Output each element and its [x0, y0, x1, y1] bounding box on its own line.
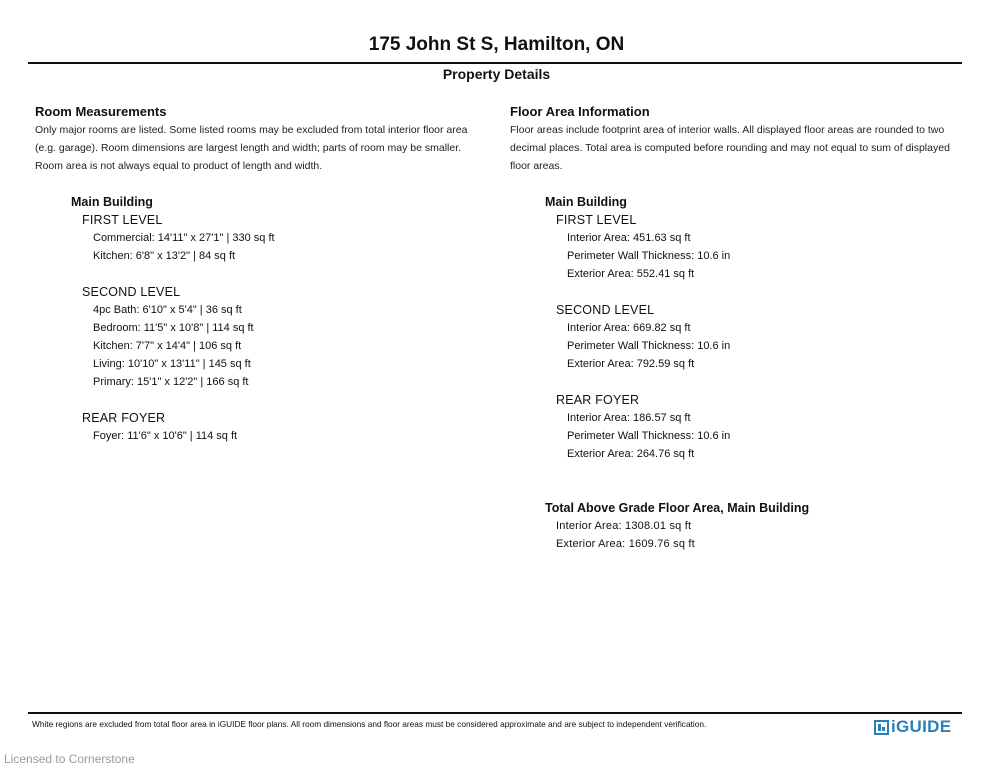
area-item: Perimeter Wall Thickness: 10.6 in — [567, 430, 731, 442]
total-title: Total Above Grade Floor Area, Main Building — [545, 501, 810, 515]
floor-area-section — [510, 103, 970, 175]
room-item: Commercial: 14'11" x 27'1" | 330 sq ft — [93, 232, 275, 244]
level-rear-foyer — [82, 409, 275, 445]
area-item: Perimeter Wall Thickness: 10.6 in — [567, 340, 731, 352]
floor-area-heading: Floor Area Information — [510, 104, 650, 119]
area-item: Perimeter Wall Thickness: 10.6 in — [567, 250, 731, 262]
room-item: Bedroom: 11'5" x 10'8" | 114 sq ft — [93, 322, 254, 334]
total-interior-area: Interior Area: 1308.01 sq ft — [556, 520, 692, 532]
area-item: Exterior Area: 792.59 sq ft — [567, 358, 695, 370]
license-watermark: Licensed to Cornerstone — [4, 752, 135, 766]
iguide-logo-text: iGUIDE — [891, 717, 952, 736]
floor-area-description: Floor areas include footprint area of interior walls. All displayed floor areas are rounded to two decimal places. Total area is computed before rounding and may not equal to sum of displayed floor areas. — [510, 124, 950, 172]
level-name: FIRST LEVEL — [556, 213, 637, 227]
footer-disclaimer: White regions are excluded from total floor area in iGUIDE floor plans. All room dimensions and floor areas must be considered approximate and are subject to independent verification. — [32, 719, 707, 729]
total-items — [556, 517, 809, 553]
room-item: Kitchen: 7'7" x 14'4" | 106 sq ft — [93, 340, 242, 352]
room-item: Living: 10'10" x 13'11" | 145 sq ft — [93, 358, 251, 370]
iguide-logo — [874, 716, 951, 738]
level-name: REAR FOYER — [82, 411, 166, 425]
level-rear-foyer — [556, 391, 730, 463]
area-item: Interior Area: 186.57 sq ft — [567, 412, 691, 424]
room-item: Foyer: 11'6" x 10'6" | 114 sq ft — [93, 430, 238, 442]
floor-area-building — [545, 193, 730, 463]
level-first — [82, 211, 275, 265]
area-item: Interior Area: 451.63 sq ft — [567, 232, 691, 244]
level-name: SECOND LEVEL — [556, 303, 655, 317]
building-title: Main Building — [71, 195, 153, 209]
total-exterior-area: Exterior Area: 1609.76 sq ft — [556, 538, 695, 550]
room-item: 4pc Bath: 6'10" x 5'4" | 36 sq ft — [93, 304, 242, 316]
room-item: Primary: 15'1" x 12'2" | 166 sq ft — [93, 376, 249, 388]
iguide-logo-icon — [874, 720, 889, 735]
room-measurements-building — [71, 193, 275, 445]
footer-divider — [28, 712, 962, 714]
header-divider — [28, 62, 962, 64]
area-item: Exterior Area: 264.76 sq ft — [567, 448, 695, 460]
page-subtitle: Property Details — [442, 66, 551, 82]
level-second — [82, 283, 275, 391]
area-item: Exterior Area: 552.41 sq ft — [567, 268, 695, 280]
page-title: 175 John St S, Hamilton, ON — [368, 34, 625, 55]
room-item: Kitchen: 6'8" x 13'2" | 84 sq ft — [93, 250, 236, 262]
level-name: SECOND LEVEL — [82, 285, 181, 299]
level-first — [556, 211, 730, 283]
area-item: Interior Area: 669.82 sq ft — [567, 322, 691, 334]
level-name: FIRST LEVEL — [82, 213, 163, 227]
building-title: Main Building — [545, 195, 627, 209]
total-floor-area — [545, 499, 809, 553]
level-name: REAR FOYER — [556, 393, 640, 407]
room-measurements-section — [35, 103, 485, 175]
room-measurements-description: Only major rooms are listed. Some listed rooms may be excluded from total interior floor area (e.g. garage). Room dimensions are largest length and width; parts of room may be smaller. Room area is not always equal to product of length and width. — [35, 124, 468, 172]
room-measurements-heading: Room Measurements — [35, 104, 167, 119]
level-second — [556, 301, 730, 373]
